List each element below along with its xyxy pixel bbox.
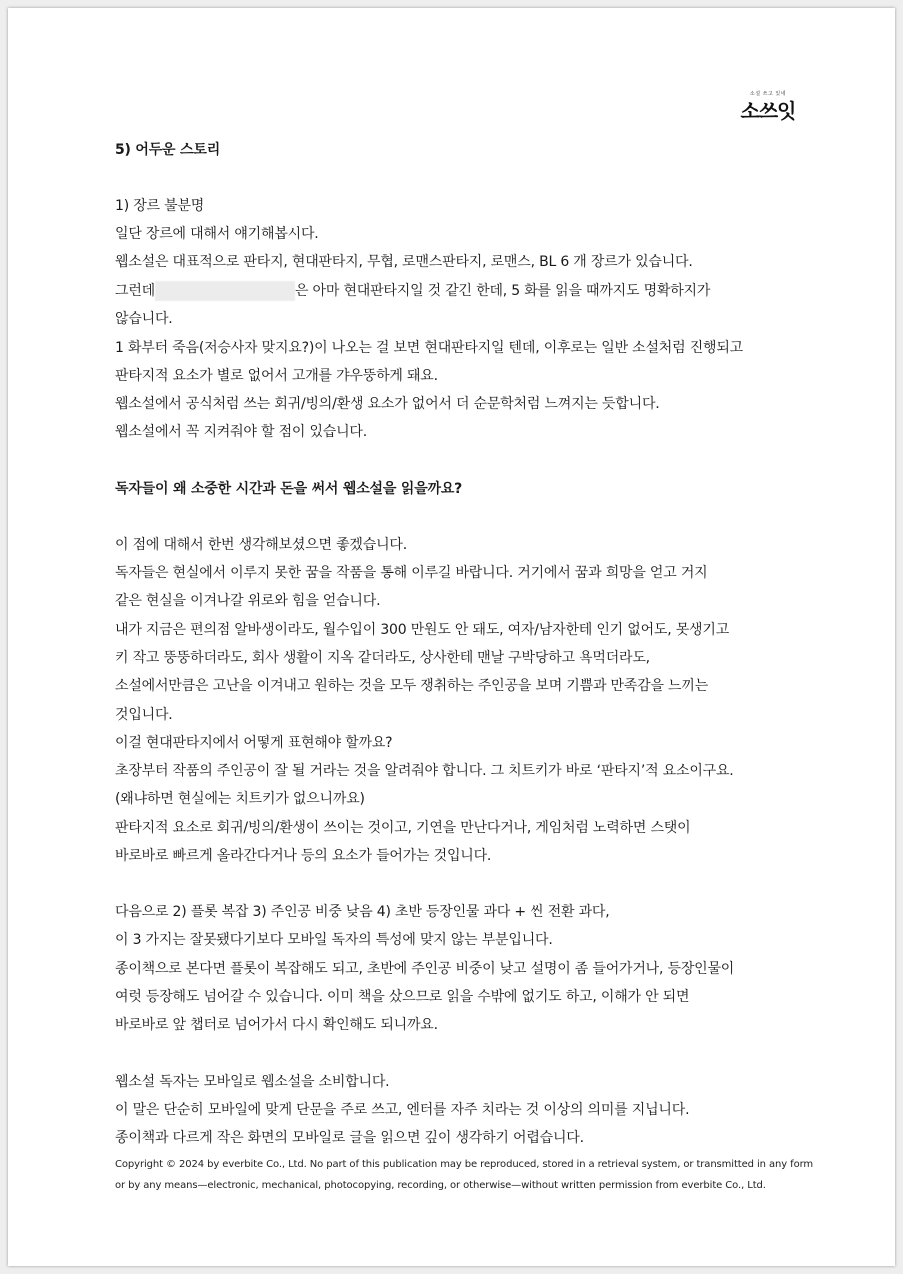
paragraph-line: 웹소설은 대표적으로 판타지, 현대판타지, 무협, 로맨스판타지, 로맨스, BL 6 개 장르가 있습니다. (115, 254, 693, 270)
paragraph-line: 웹소설에서 꼭 지켜줘야 할 점이 있습니다. (115, 424, 368, 440)
paragraph-line: 웹소설 독자는 모바일로 웹소설을 소비합니다. (115, 1074, 390, 1090)
subsection-heading: 1) 장르 불분명 (115, 198, 205, 214)
paragraph-line: 다음으로 2) 플롯 복잡 3) 주인공 비중 낮음 4) 초반 등장인물 과다 + 씬 전환 과다, (115, 904, 610, 920)
paragraph-line: 종이책과 다르게 작은 화면의 모바일로 글을 읽으면 깊이 생각하기 어렵습니다. (115, 1130, 584, 1146)
copyright-footer-line: Copyright © 2024 by everbite Co., Ltd. No part of this publication may be reproduced, stored in a retrieval system, or transmitted in any form (115, 1159, 814, 1170)
paragraph-line: 이 3 가지는 잘못됐다기보다 모바일 독자의 특성에 맞지 않는 부분입니다. (115, 932, 553, 948)
redaction-block (155, 281, 295, 301)
paragraph-line: 바로바로 빠르게 올라간다거나 등의 요소가 들어가는 것입니다. (115, 848, 492, 864)
paragraph-line: 키 작고 뚱뚱하더라도, 회사 생활이 지옥 같더라도, 상사한테 맨날 구박당하고 욕먹더라도, (115, 650, 650, 666)
paragraph-line: 않습니다. (115, 311, 173, 327)
question-heading: 독자들이 왜 소중한 시간과 돈을 써서 웹소설을 읽을까요? (115, 481, 463, 497)
copyright-footer-line: or by any means—electronic, mechanical, photocopying, recording, or otherwise—without written permission from everbite Co., Ltd. (115, 1180, 766, 1191)
paragraph-line: 여럿 등장해도 넘어갈 수 있습니다. 이미 책을 샀으므로 읽을 수밖에 없기도 하고, 이해가 안 되면 (115, 989, 690, 1005)
paragraph-line-redacted (115, 281, 710, 301)
paragraph-line: 판타지적 요소가 별로 없어서 고개를 갸우뚱하게 돼요. (115, 368, 438, 384)
paragraph-line: 독자들은 현실에서 이루지 못한 꿈을 작품을 통해 이루길 바랍니다. 거기에서 꿈과 희망을 얻고 거지 (115, 565, 708, 581)
paragraph-line: 바로바로 앞 챕터로 넘어가서 다시 확인해도 되니까요. (115, 1017, 438, 1033)
paragraph-line: 판타지적 요소로 회귀/빙의/환생이 쓰이는 것이고, 기연을 만난다거나, 게임처럼 노력하면 스탯이 (115, 820, 691, 836)
paragraph-line: 종이책으로 본다면 플롯이 복잡해도 되고, 초반에 주인공 비중이 낮고 설명이 좀 들어가거나, 등장인물이 (115, 961, 735, 977)
paragraph-line: 1 화부터 죽음(저승사자 맞지요?)이 나오는 걸 보면 현대판타지일 텐데, 이후로는 일반 소설처럼 진행되고 (115, 340, 743, 356)
logo-tagline: 소설 쓰고 있네 (749, 91, 787, 97)
section-heading: 5) 어두운 스토리 (115, 142, 221, 158)
brand-logo (736, 90, 800, 130)
paragraph-line: 이 점에 대해서 한번 생각해보셨으면 좋겠습니다. (115, 537, 407, 553)
logo-name: 소쓰잇 (740, 99, 796, 123)
paragraph-line: (왜냐하면 현실에는 치트키가 없으니까요) (115, 791, 365, 807)
paragraph-line: 같은 현실을 이겨나갈 위로와 힘을 얻습니다. (115, 593, 381, 609)
paragraph-line: 내가 지금은 편의점 알바생이라도, 월수입이 300 만원도 안 돼도, 여자/남자한테 인기 없어도, 못생기고 (115, 622, 730, 638)
redacted-line-before: 그런데 (115, 283, 155, 299)
document-page (8, 8, 895, 1266)
paragraph-line: 일단 장르에 대해서 얘기해봅시다. (115, 226, 319, 242)
paragraph-line: 이걸 현대판타지에서 어떻게 표현해야 할까요? (115, 735, 393, 751)
paragraph-line: 웹소설에서 공식처럼 쓰는 회귀/빙의/환생 요소가 없어서 더 순문학처럼 느껴지는 듯합니다. (115, 396, 660, 412)
paragraph-line: 소설에서만큼은 고난을 이겨내고 원하는 것을 모두 쟁취하는 주인공을 보며 기쁨과 만족감을 느끼는 (115, 678, 709, 694)
paragraph-line: 이 말은 단순히 모바일에 맞게 단문을 주로 쓰고, 엔터를 자주 치라는 것 이상의 의미를 지닙니다. (115, 1102, 690, 1118)
paragraph-line: 초장부터 작품의 주인공이 잘 될 거라는 것을 알려줘야 합니다. 그 치트키가 바로 ‘판타지’적 요소이구요. (115, 763, 734, 779)
redacted-line-after: 은 아마 현대판타지일 것 같긴 한데, 5 화를 읽을 때까지도 명확하지가 (294, 283, 711, 299)
paragraph-line: 것입니다. (115, 707, 173, 723)
